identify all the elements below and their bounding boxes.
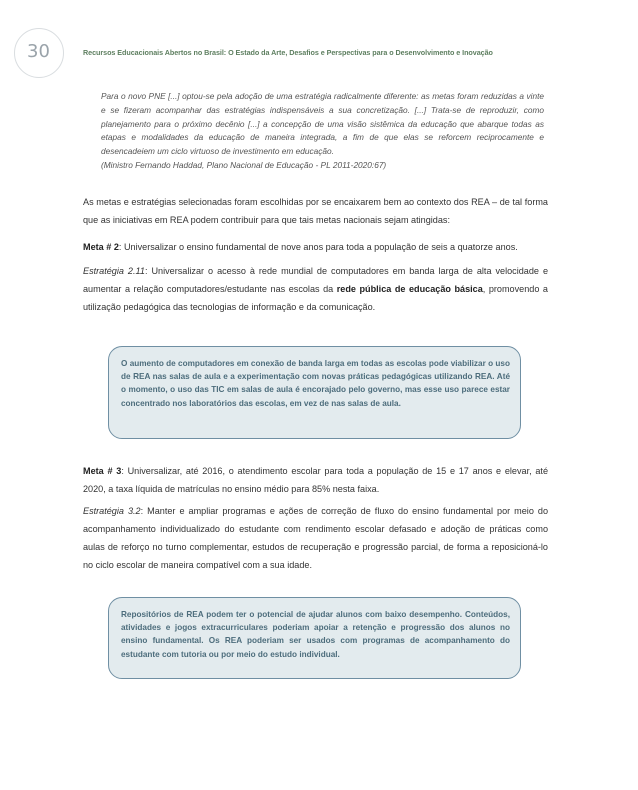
- meta-3-paragraph: [83, 462, 548, 498]
- strategy-2-11-bold: rede pública de educação básica: [336, 284, 483, 294]
- running-header-title: Recursos Educacionais Abertos no Brasil: O Estado da Arte, Desafios e Perspectivas para o Desenvolvimento e Inovação: [83, 48, 493, 57]
- quote-citation: (Ministro Fernando Haddad, Plano Nacional de Educação - PL 2011-2020:67): [101, 159, 387, 170]
- strategy-2-11-paragraph: [83, 262, 548, 316]
- callout-text-meta-3: Repositórios de REA podem ter o potencial de ajudar alunos com baixo desempenho. Conteúdos, atividades e jogos extracurriculares poderiam apoiar a retenção e progressão dos alunos no ensino fundamental. Os REA poderiam ser usados com programas de acompanhamento do estudante com tutoria ou por meio do estudo individual.: [121, 610, 510, 659]
- meta-2-text: : Universalizar o ensino fundamental de nove anos para toda a população de seis a quatorze anos.: [118, 242, 518, 252]
- callout-box-meta-3: [108, 597, 521, 679]
- epigraph-quote: [101, 90, 544, 173]
- meta-2-paragraph: [83, 238, 548, 256]
- intro-paragraph: As metas e estratégias selecionadas foram escolhidas por se encaixarem bem ao contexto dos REA – de tal forma que as iniciativas em REA podem contribuir para que tais metas nacionais sejam atingidas:: [83, 197, 548, 225]
- strategy-3-2-label: Estratégia 3.2: [83, 506, 141, 516]
- quote-text: Para o novo PNE [...] optou-se pela adoção de uma estratégia radicalmente diferente: as metas foram reduzidas a vinte e se fizeram acompanhar das estratégias indispensáveis a sua concretização. [...] Trata-se de reproduzir, como planejamento para o próximo decênio [...] a concepção de uma visão sistêmica da educação que abarque todas as etapas e modalidades da educação de maneira integrada, a fim de que elas se reforcem reciprocamente e desencadeiem um ciclo virtuoso de investimento em educação.: [101, 91, 544, 157]
- callout-box-meta-2: [108, 346, 521, 439]
- meta-3-label: Meta # 3: [83, 466, 122, 476]
- strategy-2-11-text-a: : Universalizar o acesso à rede mundial de computadores em banda larga de alta velocidade e aumentar a relação computadores/estudante nas escolas da: [83, 266, 549, 294]
- callout-text-meta-2: O aumento de computadores em conexão de banda larga em todas as escolas pode viabilizar o uso de REA nas salas de aula e a experimentação com novas práticas pedagógicas utilizando REA. Até o momento, o uso das TIC em salas de aula é encorajado pelo governo, mas esse uso parece estar concentrado nos laboratórios das escolas, em vez de nas salas de aula.: [121, 359, 510, 408]
- meta-2-label: Meta # 2: [83, 242, 119, 252]
- meta-3-text: : Universalizar, até 2016, o atendimento escolar para toda a população de 15 e 17 anos e elevar, até 2020, a taxa líquida de matrículas no ensino médio para 85% nesta faixa.: [83, 466, 548, 494]
- strategy-3-2-paragraph: [83, 502, 548, 574]
- strategy-3-2-text: : Manter e ampliar programas e ações de correção de fluxo do ensino fundamental por meio do acompanhamento individualizado do estudante com rendimento escolar defasado e adoção de práticas como aulas de reforço no turno complementar, estudos de recuperação e progressão parcial, de forma a reposicioná-lo no ciclo escolar de maneira compatível com a sua idade.: [83, 506, 548, 570]
- page-number: 30: [27, 41, 50, 62]
- strategy-2-11-text-b: , promovendo a utilização pedagógica das tecnologias de informação e da comunicação.: [83, 284, 548, 312]
- strategy-2-11-label: Estratégia 2.11: [83, 266, 145, 276]
